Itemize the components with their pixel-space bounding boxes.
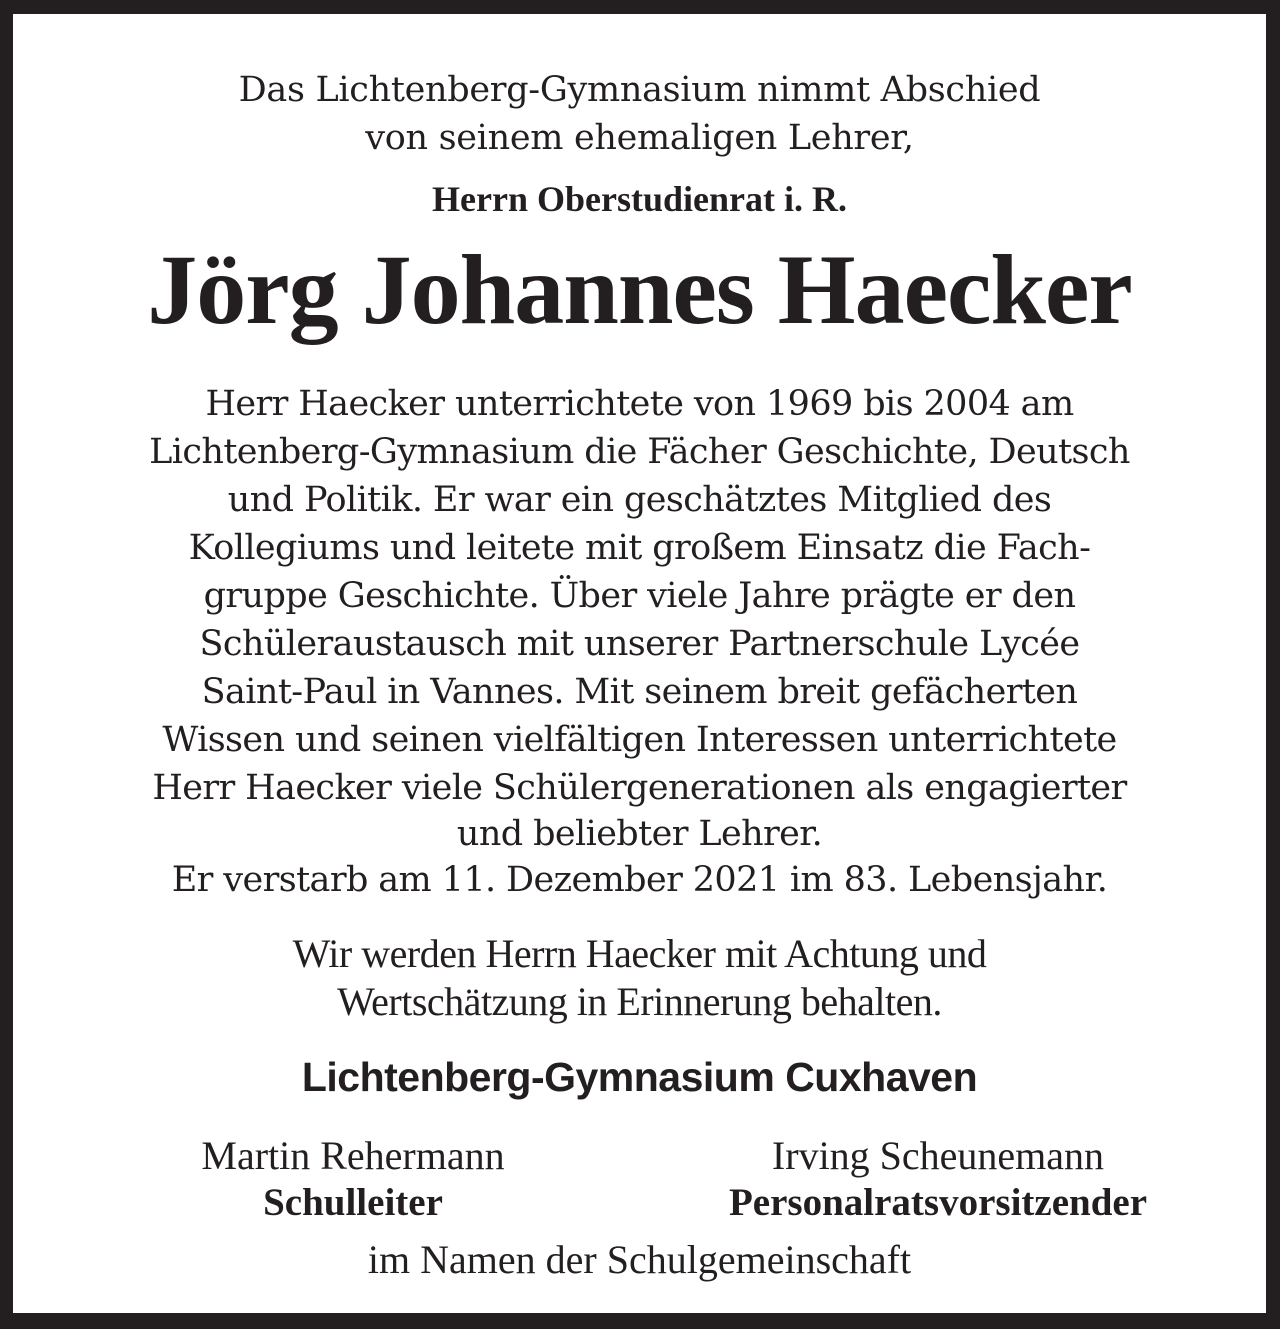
deceased-name: Jörg Johannes Haecker: [147, 234, 1132, 345]
body-line-10: und beliebter Lehrer.: [456, 814, 823, 854]
footer-line: im Namen der Schulgemeinschaft: [367, 1237, 912, 1282]
school-name: Lichtenberg-Gymnasium Cuxhaven: [301, 1054, 978, 1100]
body-line-6: Schüleraustausch mit unserer Partnerschule Lycée: [199, 624, 1080, 664]
signatory-role: Schulleiter: [263, 1181, 443, 1224]
honorific-title: Herrn Oberstudienrat i. R.: [432, 179, 847, 219]
signatory-principal: [153, 1132, 553, 1226]
body-line-4: Kollegiums und leitete mit großem Einsatz die Fach-: [188, 528, 1091, 568]
body-line-8: Wissen und seinen vielfältigen Interessen unterrichtete: [162, 720, 1117, 760]
intro-line-1: Das Lichtenberg-Gymnasium nimmt Abschied: [238, 70, 1041, 110]
body-line-5: gruppe Geschichte. Über viele Jahre prägte er den: [203, 576, 1076, 616]
body-line-9: Herr Haecker viele Schülergenerationen als engagierter: [152, 768, 1127, 808]
signatory-staff-council: [678, 1132, 1198, 1226]
body-line-7: Saint-Paul in Vannes. Mit seinem breit gefächerten: [201, 672, 1078, 712]
body-line-2: Lichtenberg-Gymnasium die Fächer Geschichte, Deutsch: [149, 432, 1130, 472]
signatory-name: Irving Scheunemann: [771, 1133, 1105, 1178]
signatory-role: Personalratsvorsitzender: [728, 1181, 1148, 1224]
body-line-1: Herr Haecker unterrichtete von 1969 bis 2004 am: [205, 384, 1074, 424]
closing-line-1: Wir werden Herrn Haecker mit Achtung und: [292, 931, 987, 976]
obituary-notice: [13, 14, 1266, 1313]
body-line-3: und Politik. Er war ein geschätztes Mitglied des: [227, 480, 1052, 520]
closing-line-2: Wertschätzung in Erinnerung behalten.: [337, 979, 942, 1024]
intro-line-2: von seinem ehemaligen Lehrer,: [365, 118, 914, 158]
signatory-name: Martin Rehermann: [201, 1133, 505, 1178]
death-date-line: Er verstarb am 11. Dezember 2021 im 83. Lebensjahr.: [171, 860, 1108, 900]
